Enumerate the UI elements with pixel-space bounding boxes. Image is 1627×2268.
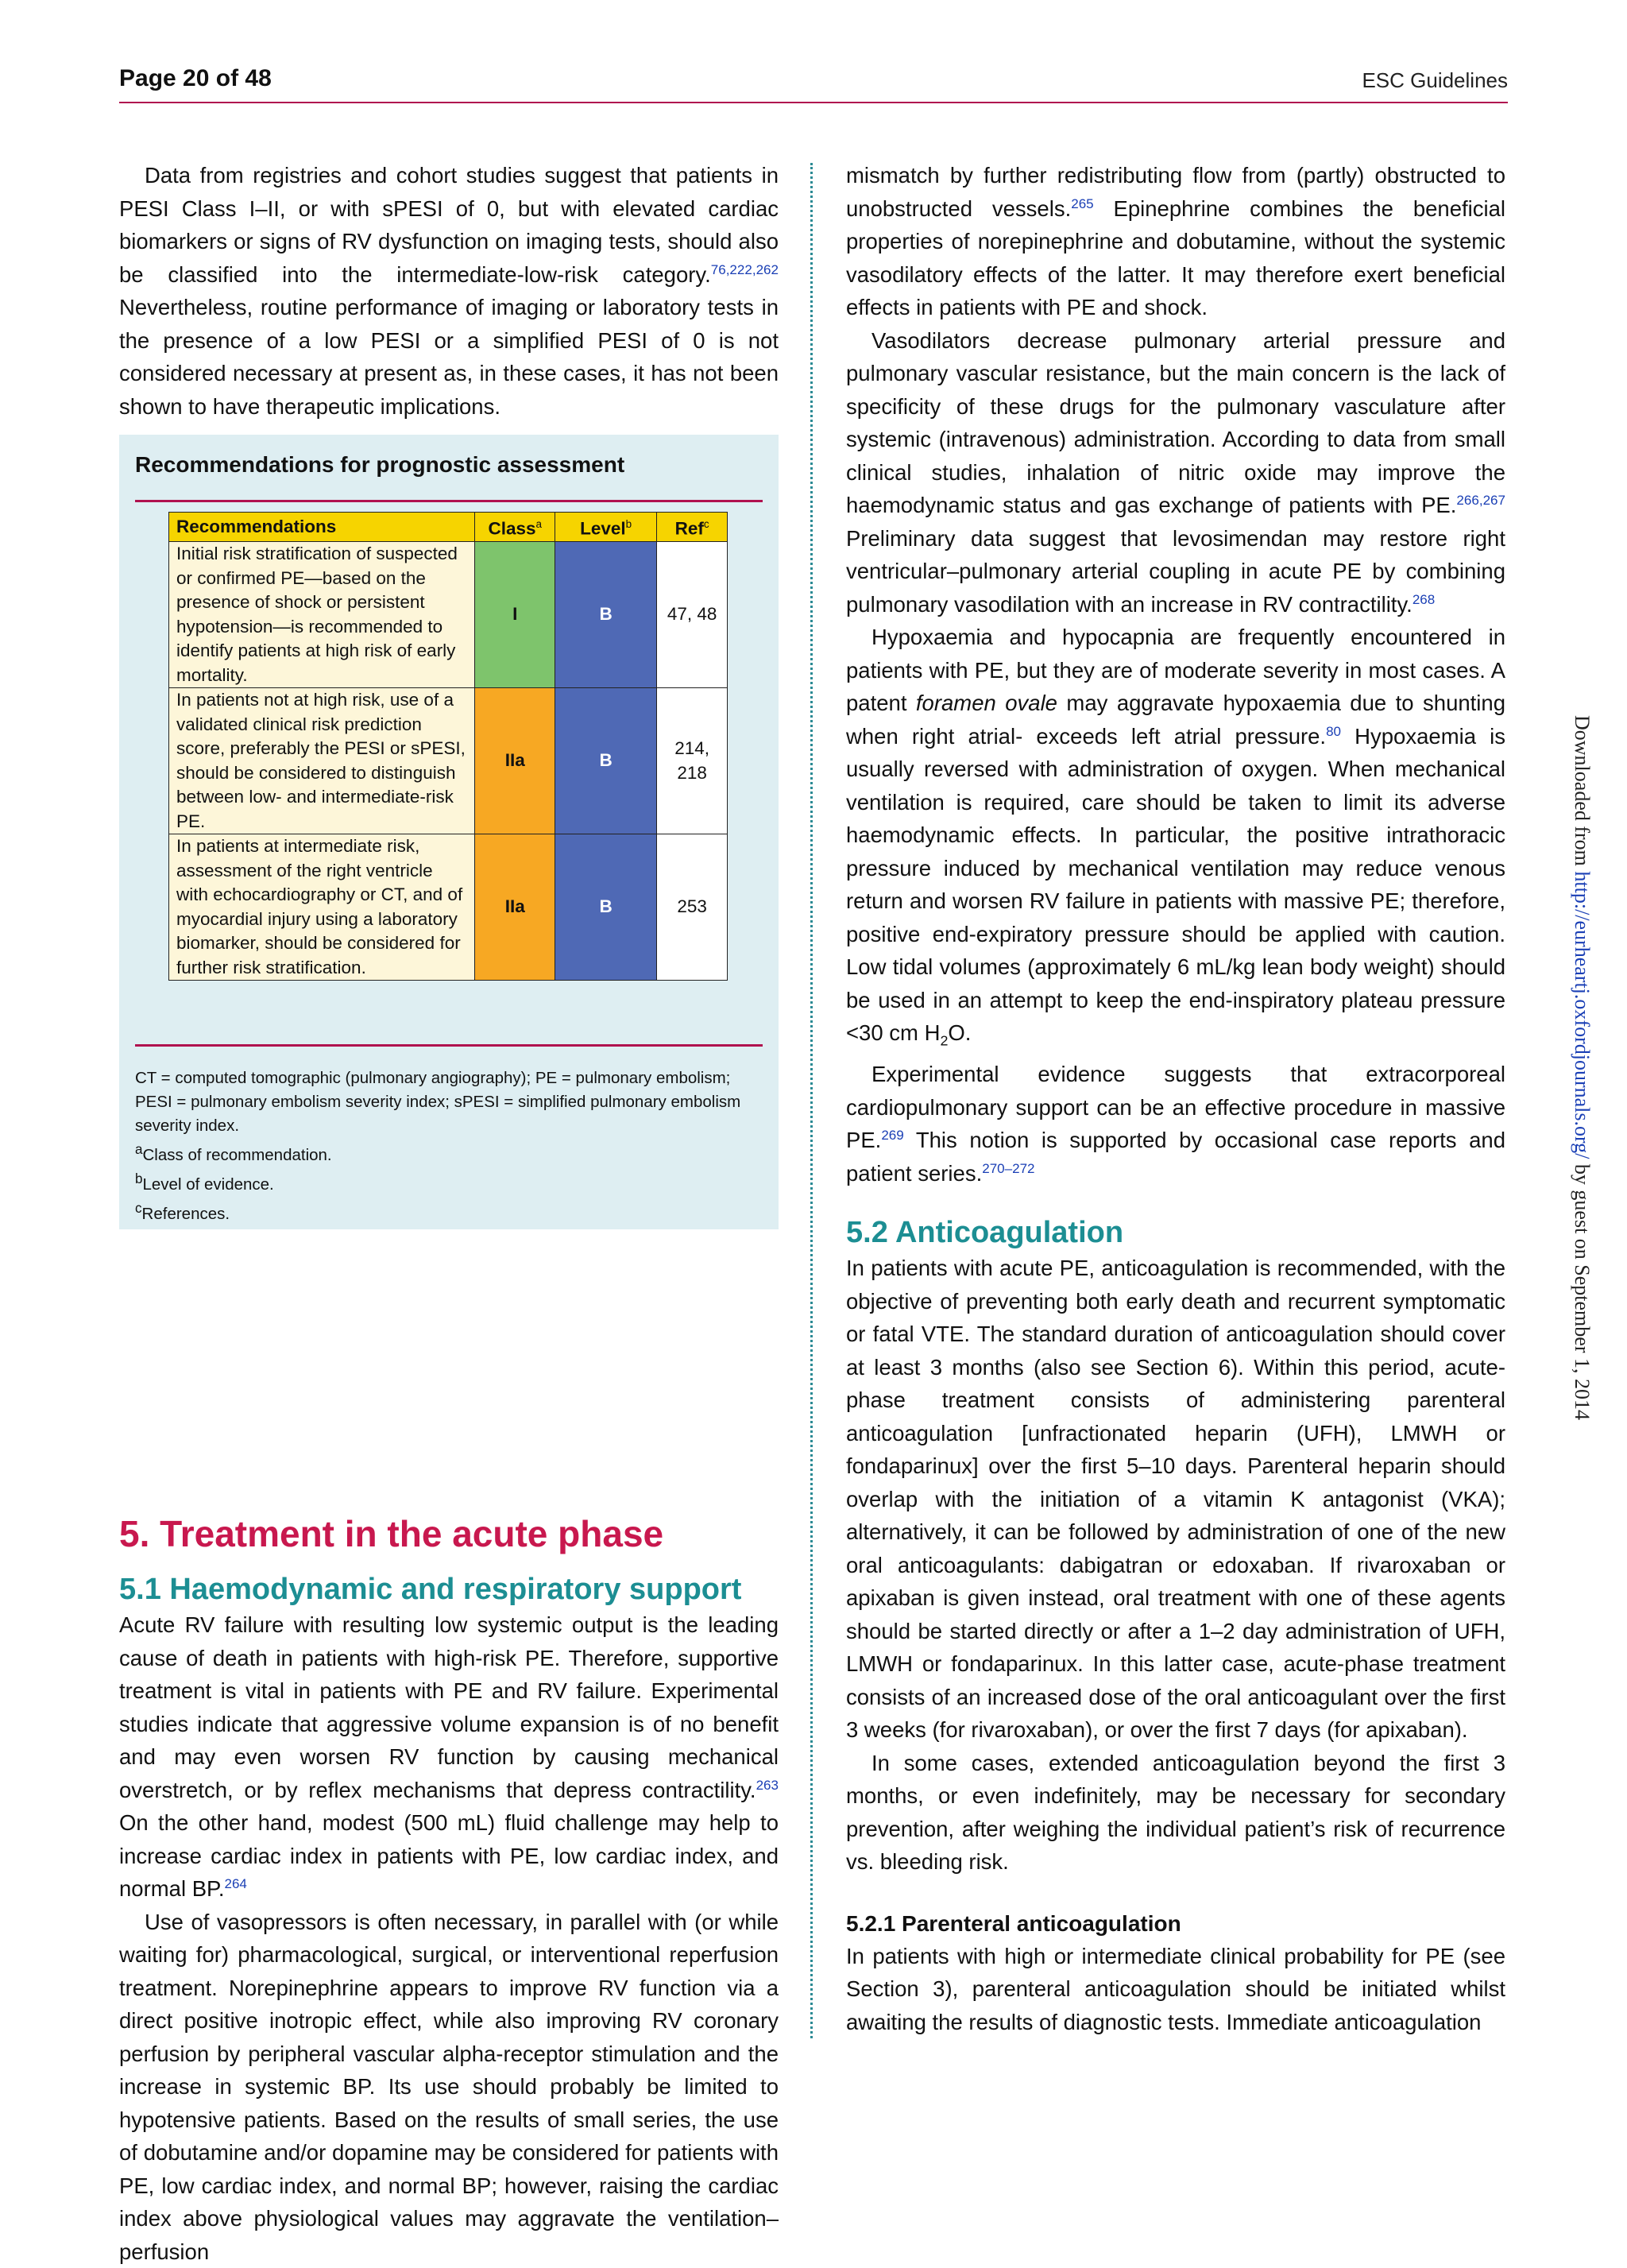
section-5-2-paragraph-1: In patients with acute PE, anticoagulation is recommended, with the objective of preventing both early death and recurrent symptomatic or fatal VTE. The standard duration of anticoagulation should cover at least 3 months (also see Section 6). Within this period, acute-phase treatment consists of administering parenteral anticoagulation [unfractionated heparin (UFH), LMWH or fondaparinux] over the first 5–10 days. Parenteral heparin should overlap with the initiation of a vitamin K antagonist (VKA); alternatively, it can be followed by administration of one of the new oral anticoagulants: dabigatran or edoxaban. If rivaroxaban or apixaban is given instead, oral treatment with one of these agents should be started directly or after a 1–2 day administration of UFH, LMWH or fondaparinux. In this latter case, acute-phase treatment consists of an increased dose of the oral anticoagulant over the first 3 weeks (for rivaroxaban), or over the first 7 days (for apixaban). <box>846 1252 1505 1747</box>
section-5-1-paragraph-1: Acute RV failure with resulting low systemic output is the leading cause of death in patients with high-risk PE. Therefore, supportive treatment is vital in patients with PE and RV failure. Experimental studies indicate that aggressive volume expansion is of no benefit and may even worsen RV function by causing mechanical overstretch, or by reflex mechanisms that depress contractility.$^{263}$ On the other hand, modest (500 mL) fluid challenge may help to increase cardiac index in patients with PE, low cardiac index, and normal BP.$^{264}$ <box>119 1608 779 1906</box>
right-column <box>846 159 1505 2038</box>
citation-link[interactable]: 266,267 <box>1456 493 1505 508</box>
class-cell: I <box>475 542 555 688</box>
recommendations-title: Recommendations for prognostic assessment <box>135 452 624 478</box>
header-rule <box>119 102 1508 103</box>
recommendation-text: Initial risk stratification of suspected or confirmed PE—based on the presence of shock or persistent hypotension—is recommended to identify patients at high risk of early mortality. <box>169 542 475 688</box>
citation-link[interactable]: 80 <box>1326 723 1341 738</box>
citation-link[interactable]: 270–272 <box>982 1160 1034 1175</box>
download-sidebar <box>1589 715 1621 1558</box>
journal-title: ESC Guidelines <box>1362 68 1508 93</box>
footnote-a: $^a$Class of recommendation. <box>135 1138 763 1167</box>
recommendation-text: In patients at intermediate risk, assessment of the right ventricle with echocardiography or CT, and of myocardial injury using a laboratory biomarker, should be considered for further risk stratification. <box>169 834 475 981</box>
right-paragraph-2: Vasodilators decrease pulmonary arterial pressure and pulmonary vascular resistance, but the main concern is the lack of specificity of these drugs for the pulmonary vasculature after systemic (intravenous) administration. According to data from small clinical studies, inhalation of nitric oxide may improve the haemodynamic status and gas exchange of patients with PE.$^{266,267}$ Preliminary data suggest that levosimendan may restore right ventricular–pulmonary arterial coupling in acute PE by combining pulmonary vasodilation with an increase in RV contractility.$^{268}$ <box>846 324 1505 621</box>
class-cell: IIa <box>475 688 555 834</box>
recommendations-footnotes <box>135 1066 763 1225</box>
citation-link[interactable]: 264 <box>224 1876 246 1891</box>
section-5-2-heading: 5.2 Anticoagulation <box>846 1213 1505 1252</box>
citation-link[interactable]: 76,222,262 <box>711 261 779 277</box>
footnote-c: $^c$References. <box>135 1197 763 1226</box>
column-divider <box>810 163 813 2038</box>
page-number: Page 20 of 48 <box>119 65 272 92</box>
table-header-row <box>169 513 728 542</box>
header-class: Class$^a$ <box>475 513 555 542</box>
right-paragraph-3: Hypoxaemia and hypocapnia are frequently encountered in patients with PE, but they are of moderate severity in most cases. A patent foramen ovale may aggravate hypoxaemia due to shunting when right atrial- exceeds left atrial pressure.$^{80}$ Hypoxaemia is usually reversed with administration of oxygen. When mechanical ventilation is required, care should be taken to limit its adverse haemodynamic effects. In particular, the positive intrathoracic pressure induced by mechanical ventilation may reduce venous return and worsen RV failure in patients with massive PE; therefore, positive end-expiratory pressure should be applied with caution. Low tidal volumes (approximately 6 mL/kg lean body weight) should be used in an attempt to keep the end-inspiratory plateau pressure <30 cm $H_2O$. <box>846 621 1505 1058</box>
class-cell: IIa <box>475 834 555 981</box>
citation-link[interactable]: 265 <box>1071 195 1093 211</box>
recommendation-text: In patients not at high risk, use of a validated clinical risk prediction score, preferably the PESI or sPESI, should be considered to distinguish between low- and intermediate-risk PE. <box>169 688 475 834</box>
level-cell: B <box>555 834 657 981</box>
reference-cell: 253 <box>657 834 728 981</box>
recommendations-box <box>119 435 779 1229</box>
table-row <box>169 688 728 834</box>
reference-cell: 214, 218 <box>657 688 728 834</box>
recommendations-rule-bottom <box>135 1044 763 1047</box>
level-cell: B <box>555 688 657 834</box>
header-recommendations: Recommendations <box>169 513 475 542</box>
header-level: Level$^b$ <box>555 513 657 542</box>
section-5-heading: 5. Treatment in the acute phase <box>119 1511 779 1556</box>
section-5-1-paragraph-2: Use of vasopressors is often necessary, in parallel with (or while waiting for) pharmacological, surgical, or interventional reperfusion treatment. Norepinephrine appears to improve RV function via a direct positive inotropic effect, while also improving RV coronary perfusion by peripheral vascular alpha-receptor stimulation and the increase in systemic BP. Its use should probably be limited to hypotensive patients. Based on the results of small series, the use of dobutamine and/or dopamine may be considered for patients with PE, low cardiac index, and normal BP; however, raising the cardiac index above physiological values may aggravate the ventilation–perfusion <box>119 1906 779 2268</box>
footnote-b: $^b$Level of evidence. <box>135 1167 763 1197</box>
header-ref: Ref$^c$ <box>657 513 728 542</box>
abbreviations-note: CT = computed tomographic (pulmonary angiography); PE = pulmonary embolism; PESI = pulmonary embolism severity index; sPESI = simplified pulmonary embolism severity index. <box>135 1066 763 1138</box>
section-5-2-1-paragraph: In patients with high or intermediate clinical probability for PE (see Section 3), parenteral anticoagulation should be initiated whilst awaiting the results of diagnostic tests. Immediate anticoagulation <box>846 1940 1505 2039</box>
section-5-2-paragraph-2: In some cases, extended anticoagulation beyond the first 3 months, or even indefinitely, may be necessary for secondary prevention, after weighing the individual patient’s risk of recurrence vs. bleeding risk. <box>846 1747 1505 1879</box>
citation-link[interactable]: 269 <box>881 1128 903 1143</box>
citation-link[interactable]: 263 <box>756 1777 779 1792</box>
citation-link[interactable]: 268 <box>1413 591 1435 606</box>
level-cell: B <box>555 542 657 688</box>
journal-link[interactable]: http://eurheartj.oxfordjournals.org/ <box>1571 871 1594 1159</box>
right-paragraph-4: Experimental evidence suggests that extracorporeal cardiopulmonary support can be an effective procedure in massive PE.$^{269}$ This notion is supported by occasional case reports and patient series.$^{270-272}$ <box>846 1058 1505 1190</box>
recommendations-table <box>168 512 728 981</box>
section-5-2-1-heading: 5.2.1 Parenteral anticoagulation <box>846 1907 1505 1940</box>
table-row <box>169 834 728 981</box>
table-row <box>169 542 728 688</box>
section-5-1-heading: 5.1 Haemodynamic and respiratory support <box>119 1570 779 1608</box>
reference-cell: 47, 48 <box>657 542 728 688</box>
right-paragraph-1: mismatch by further redistributing flow from (partly) obstructed to unobstructed vessels.$^{265}$ Epinephrine combines the beneficial properties of norepinephrine and dobutamine, without the systemic vasodilatory effects of the latter. It may therefore exert beneficial effects in patients with PE and shock. <box>846 159 1505 324</box>
download-note: Downloaded from http://eurheartj.oxfordjournals.org/ by guest on September 1, 2014 <box>1570 715 1594 1420</box>
intro-paragraph: Data from registries and cohort studies suggest that patients in PESI Class I–II, or with sPESI of 0, but with elevated cardiac biomarkers or signs of RV dysfunction on imaging tests, should also be classified into the intermediate-low-risk category.$^{76,222,262}$ Nevertheless, routine performance of imaging or laboratory tests in the presence of a low PESI or a simplified PESI of 0 is not considered necessary at present as, in these cases, it has not been shown to have therapeutic implications. <box>119 159 779 423</box>
recommendations-rule-top <box>135 500 763 502</box>
